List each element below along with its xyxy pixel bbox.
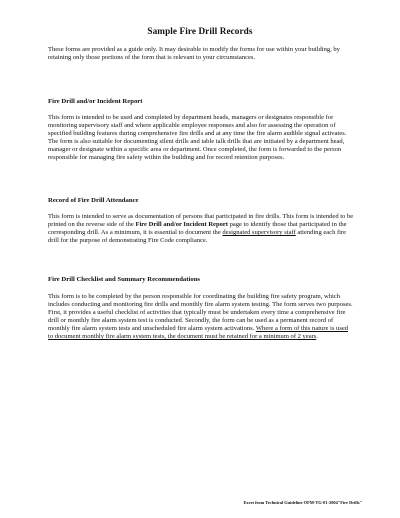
document-title: Sample Fire Drill Records: [147, 26, 253, 36]
footer-source-note: Exert from Technical Guideline OFM-TG-01-2004"Fire Drills": [243, 500, 362, 505]
section-body-checklist: This form is to be completed by the person responsible for coordinating the building fire safety program, which includes conducting and monitoring fire drills and monthly fire alarm system testing. The form serves two purposes. First, it provides a useful checklist of activities that typically must be undertaken every time a comprehensive fire drill or monthly fire alarm system test is conducted. Secondly, the form can be used as a permanent record of monthly fire alarm system tests and unscheduled fire alarm system activations. Where a form of this nature is used to document monthly fire alarm system tests, the document must be retained for a minimum of 2 years.: [48, 293, 353, 341]
intro-paragraph: These forms are provided as a guide only. It may desirable to modify the forms for use within your building, by retaining only those portions of the form that is relevant to your circumstances.: [48, 46, 340, 62]
section-heading-checklist: Fire Drill Checklist and Summary Recommendations: [48, 276, 201, 283]
section-body-incident-report: This form is intended to be used and completed by department heads, managers or designates responsible for monitoring supervisory staff and where applicable employee responses and also for assessing the operation of specified building features during comprehensive fire drills and at any time the fire alarm audible signal activates. The form is also suitable for documenting silent drills and table talk drills that are initiated by a department head, manager or designate within a specific area or department. Once completed, the form is forwarded to the person responsible for managing fire safety within the building and for record retention purposes.: [48, 114, 347, 162]
section-heading-incident-report: Fire Drill and/or Incident Report: [48, 98, 143, 105]
retention-requirement-emphasis: Where a form of this nature is used to document monthly fire alarm system tests, the document must be retained for a minimum of 2 years: [48, 325, 349, 341]
designated-staff-emphasis: designated supervisory staff: [222, 229, 296, 237]
section-body-attendance: This form is intended to serve as documentation of persons that participated in fire drills. This form is intended to be printed on the reverse side of the Fire Drill and/or Incident Report page to identify those that participated in the corresponding drill. As a minimum, it is essential to document the designated supervisory staff attending each fire drill for the purpose of demonstrating Fire Code compliance.: [48, 213, 354, 245]
section-heading-attendance: Record of Fire Drill Attendance: [48, 197, 139, 204]
incident-report-reference: Fire Drill and/or Incident Report: [135, 221, 228, 229]
